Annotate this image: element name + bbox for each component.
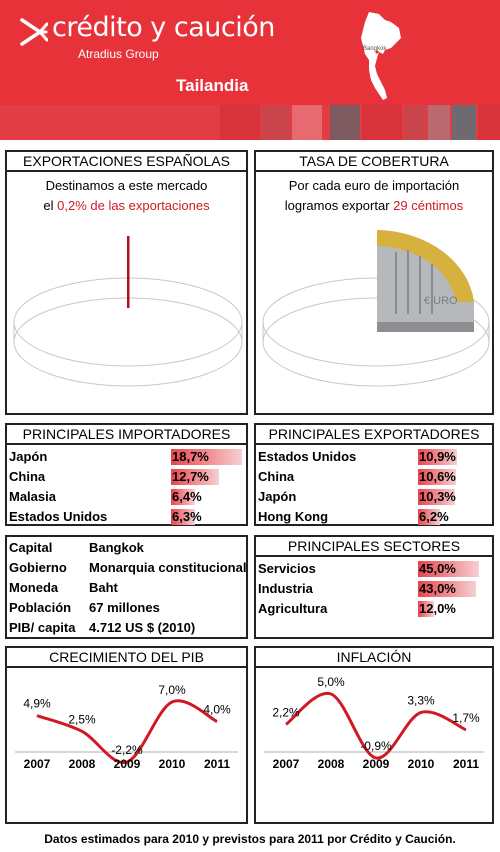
- deco-square: [262, 105, 290, 140]
- x-tick-label: 2011: [203, 757, 231, 771]
- deco-square: [220, 105, 260, 140]
- info-key: Capital: [9, 540, 53, 555]
- row-label: Industria: [258, 581, 313, 596]
- x-tick-label: 2008: [317, 757, 345, 771]
- x-tick-label: 2007: [272, 757, 300, 771]
- row-value: 45,0%: [419, 561, 456, 576]
- exportaciones-pie: [7, 222, 246, 412]
- data-label: 4,9%: [23, 696, 51, 711]
- row-label: China: [9, 469, 46, 484]
- data-label: 7,0%: [158, 683, 186, 697]
- data-label: 3,3%: [407, 693, 435, 708]
- exportaciones-slice: [127, 236, 130, 308]
- brand-name: crédito y caución: [52, 12, 275, 43]
- row-value: 18,7%: [172, 449, 209, 464]
- pib-chart: [7, 670, 246, 822]
- bar-row: [9, 487, 245, 506]
- info-panel: [5, 535, 248, 639]
- x-tick-label: 2007: [23, 757, 51, 771]
- row-label: Japón: [9, 449, 48, 464]
- deco-square: [428, 105, 450, 140]
- row-value: 6,2%: [419, 509, 449, 524]
- bar-row: [258, 507, 491, 526]
- country-title: Tailandia: [176, 76, 249, 95]
- row-label: Servicios: [258, 561, 316, 576]
- row-label: Estados Unidos: [258, 449, 357, 464]
- importadores-panel: [5, 423, 248, 526]
- info-value: 4.712 US $ (2010): [89, 620, 196, 635]
- x-tick-label: 2009: [113, 757, 141, 771]
- data-label: 2,5%: [68, 712, 96, 727]
- cobertura-line2: [256, 198, 492, 213]
- row-label: Malasia: [9, 489, 56, 504]
- info-key: Población: [9, 600, 72, 615]
- row-value: 43,0%: [419, 581, 456, 596]
- row-value: 6,3%: [172, 509, 202, 524]
- map-label: Bangkok: [363, 46, 387, 52]
- row-value: 12,7%: [172, 469, 209, 484]
- header-banner: [0, 0, 500, 140]
- inflacion-panel: [254, 646, 494, 824]
- data-label: 1,7%: [452, 710, 480, 725]
- chart-title: CRECIMIENTO DEL PIB: [7, 648, 246, 668]
- data-label: -0,9%: [360, 739, 392, 753]
- info-key: Gobierno: [9, 560, 67, 575]
- x-tick-label: 2008: [68, 757, 96, 771]
- info-value: Monarquia constitucional: [89, 560, 247, 575]
- row-label: Japón: [258, 489, 297, 504]
- exportaciones-prefix: el: [43, 198, 58, 213]
- x-tick-label: 2009: [362, 757, 390, 771]
- row-value: 6,4%: [172, 489, 202, 504]
- exportadores-panel: [254, 423, 494, 526]
- x-tick-label: 2010: [407, 757, 435, 771]
- brand-logo-icon: [18, 14, 48, 50]
- row-value: 10,3%: [419, 489, 456, 504]
- panel-title: PRINCIPALES EXPORTADORES: [256, 425, 492, 445]
- x-tick-label: 2011: [452, 757, 480, 771]
- info-value: Bangkok: [89, 540, 144, 555]
- row-label: Estados Unidos: [9, 509, 108, 524]
- cobertura-panel: [254, 150, 494, 415]
- bar-row: [9, 507, 245, 526]
- bar-row: [258, 579, 491, 598]
- x-tick-label: 2010: [158, 757, 186, 771]
- bar-row: [258, 487, 491, 506]
- bar-row: [258, 599, 491, 618]
- row-value: 10,6%: [419, 469, 456, 484]
- exportaciones-panel: [5, 150, 248, 415]
- thailand-map-icon: [355, 10, 405, 102]
- cobertura-pie: [256, 222, 492, 412]
- exportaciones-line2: [7, 198, 246, 213]
- data-label: -2,2%: [111, 743, 143, 757]
- panel-title: EXPORTACIONES ESPAÑOLAS: [7, 152, 246, 172]
- data-label: 4,0%: [203, 702, 231, 717]
- data-label: 5,0%: [317, 675, 345, 689]
- exportaciones-line1: Destinamos a este mercado: [45, 178, 208, 193]
- info-value: 67 millones: [89, 600, 160, 615]
- sectores-panel: [254, 535, 494, 639]
- info-key: Moneda: [9, 580, 59, 595]
- deco-square: [404, 105, 426, 140]
- footer-note: Datos estimados para 2010 y previstos para 2011 por Crédito y Caución.: [44, 832, 456, 846]
- cobertura-value: 29 céntimos: [393, 198, 464, 213]
- bar-row: [258, 447, 491, 466]
- info-key: PIB/ capita: [9, 620, 76, 635]
- deco-square: [478, 105, 500, 140]
- deco-square: [330, 105, 360, 140]
- row-value: 12,0%: [419, 601, 456, 616]
- deco-square: [292, 105, 322, 140]
- pib-panel: [5, 646, 248, 824]
- cobertura-line1: Por cada euro de importación: [288, 178, 460, 193]
- cobertura-prefix: logramos exportar: [284, 198, 394, 213]
- euro-coin-icon: [377, 230, 474, 332]
- panel-title: TASA DE COBERTURA: [256, 152, 492, 172]
- svg-text:€ URO: € URO: [424, 295, 458, 307]
- bar-row: [258, 559, 491, 578]
- row-value: 10,9%: [419, 449, 456, 464]
- panel-title: PRINCIPALES SECTORES: [256, 537, 492, 557]
- row-label: Hong Kong: [258, 509, 329, 524]
- deco-square: [362, 105, 402, 140]
- inflacion-chart: [256, 670, 492, 822]
- info-value: Baht: [89, 580, 118, 595]
- bar-row: [258, 467, 491, 486]
- row-label: Agricultura: [258, 601, 328, 616]
- exportaciones-value: 0,2% de las exportaciones: [57, 198, 210, 213]
- deco-square: [452, 105, 476, 140]
- chart-title: INFLACIÓN: [256, 648, 492, 668]
- bar-row: [9, 467, 245, 486]
- data-label: 2,2%: [272, 705, 300, 720]
- panel-title: PRINCIPALES IMPORTADORES: [7, 425, 246, 445]
- bar-row: [9, 447, 245, 466]
- brand-subtitle: Atradius Group: [78, 47, 159, 61]
- row-label: China: [258, 469, 295, 484]
